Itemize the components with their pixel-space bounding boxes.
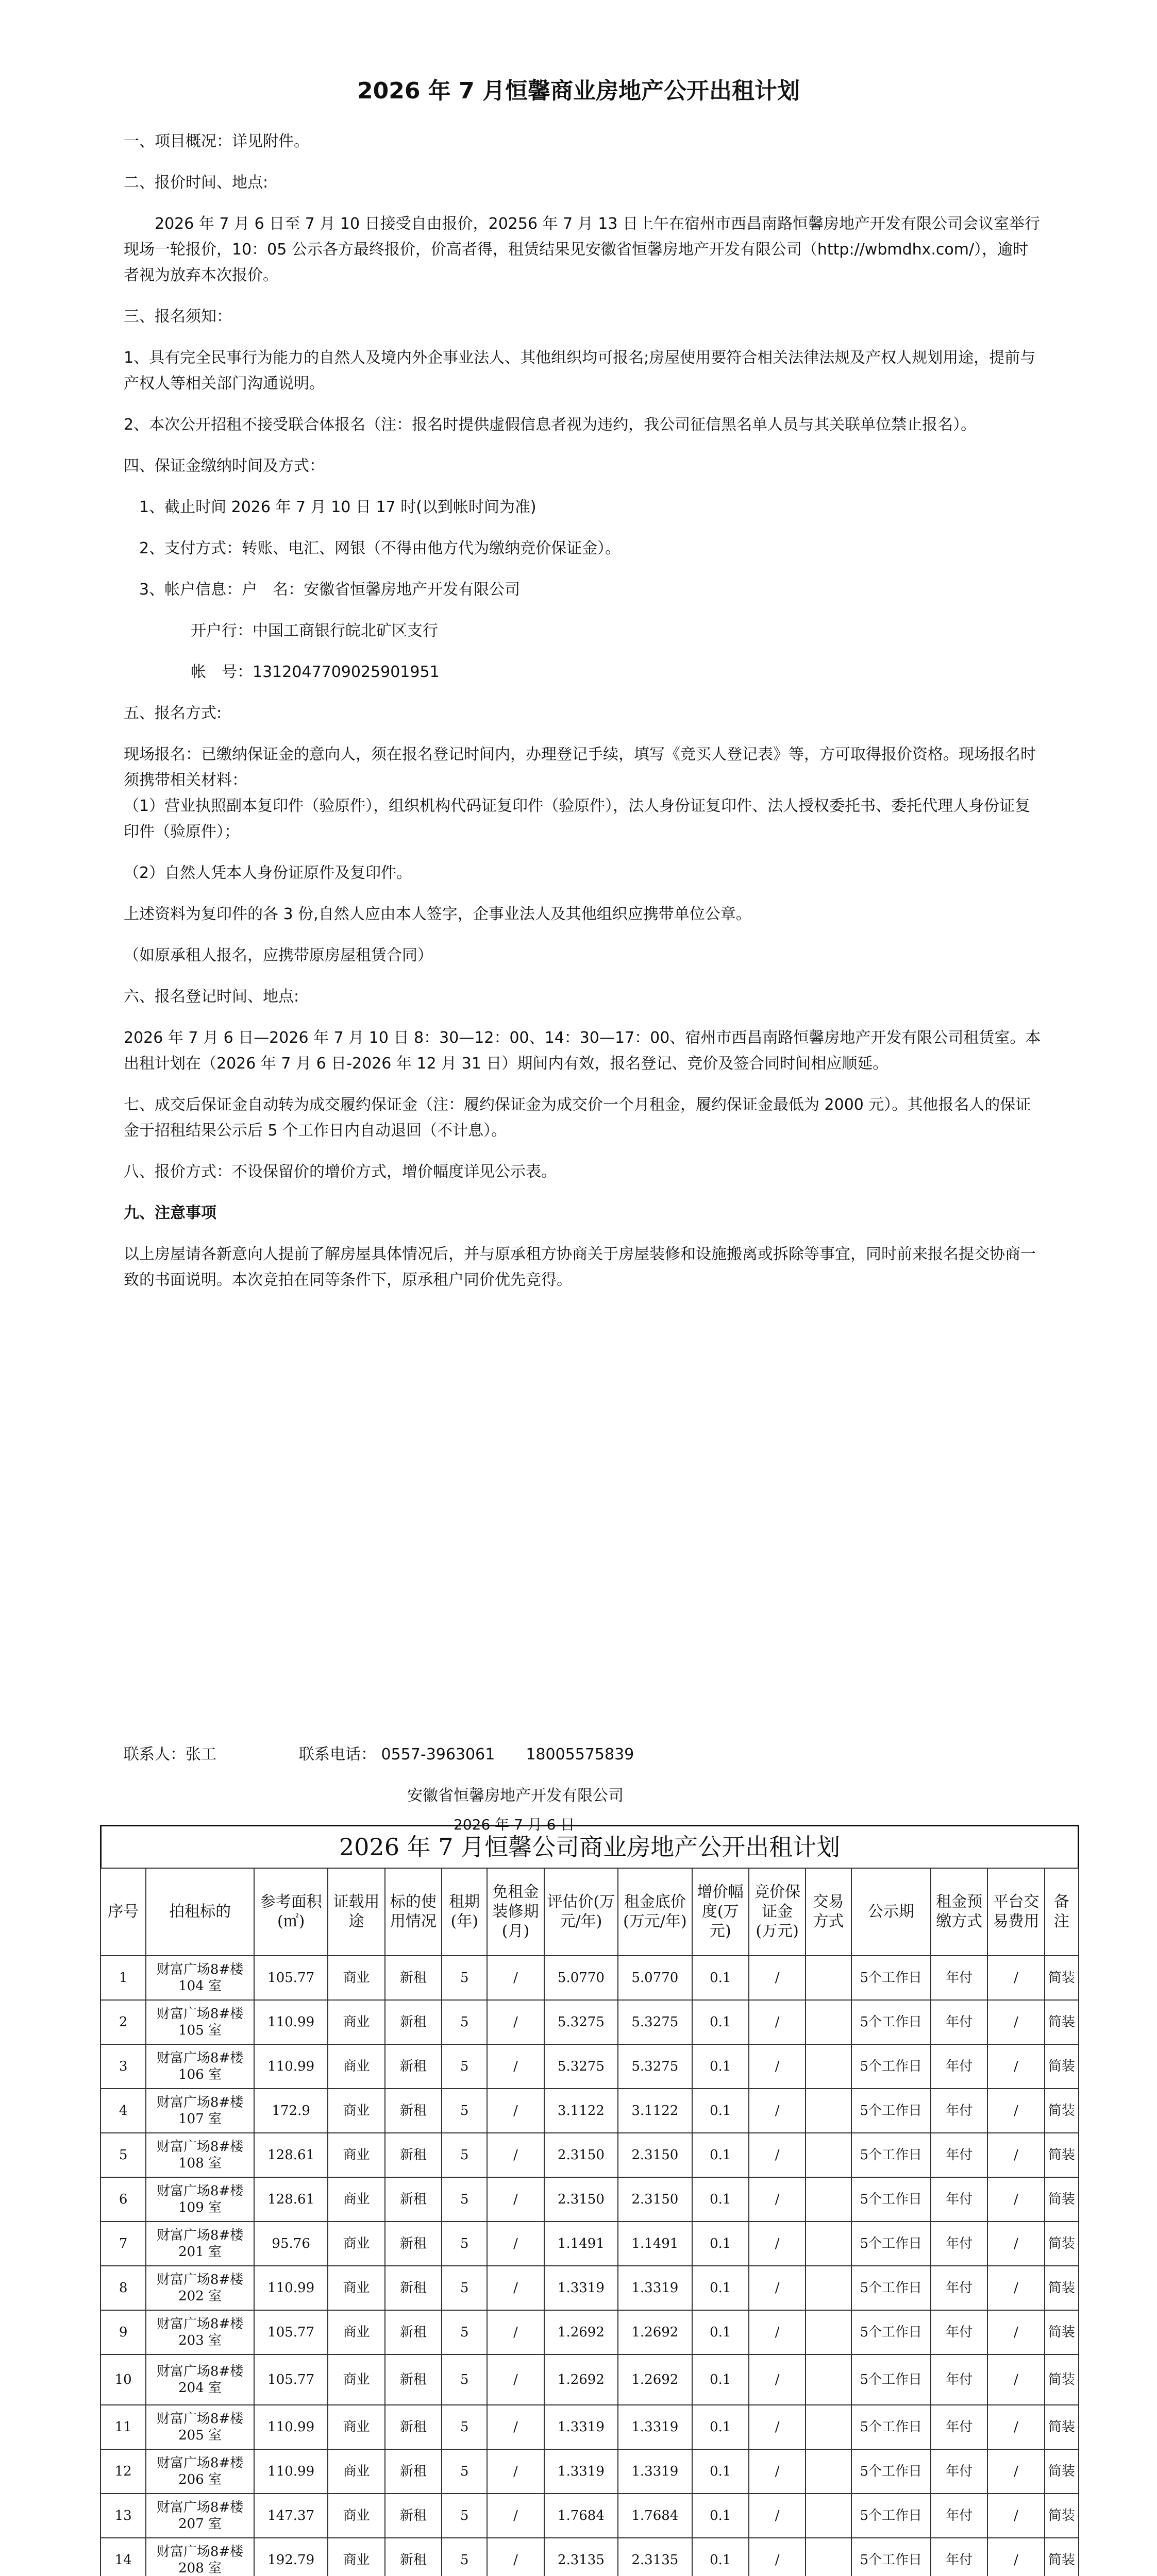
header-cell: 租期(年) — [442, 1868, 487, 1956]
table-cell: / — [987, 2538, 1044, 2576]
table-cell: 11 — [100, 2405, 146, 2449]
table-cell: 0.1 — [692, 2266, 749, 2310]
table-cell: 110.99 — [254, 2044, 328, 2089]
table-cell: 简装 — [1045, 2494, 1079, 2538]
table-cell: 新租 — [385, 2405, 442, 2449]
table-cell: 新租 — [385, 2266, 442, 2310]
header-cell: 平台交易费用 — [987, 1868, 1044, 1956]
table-cell: / — [987, 2133, 1044, 2177]
table-cell: / — [987, 2222, 1044, 2266]
section-9-text: 以上房屋请各新意向人提前了解房屋具体情况后，并与原承租方协商关于房屋装修和设施搬离或拆除等事宜，同时前来报名提交协商一致的书面说明。本次竞拍在同等条件下，原承租户同价优先竞得。 — [124, 1245, 1036, 1289]
table-cell: / — [749, 2044, 806, 2089]
table-cell — [806, 2133, 851, 2177]
table-cell: 新租 — [385, 2538, 442, 2576]
document-title: 2026 年 7 月恒馨商业房地产公开出租计划 — [357, 78, 800, 104]
section-5-note: （如原承租人报名，应携带原房屋租赁合同） — [124, 946, 433, 964]
table-cell: 0.1 — [692, 2222, 749, 2266]
table-cell: 年付 — [931, 2089, 987, 2133]
table-cell: / — [487, 2405, 544, 2449]
table-cell: 5.3275 — [544, 2044, 618, 2089]
table-cell: 128.61 — [254, 2133, 328, 2177]
bank-account: 帐 号：1312047709025901951 — [191, 663, 440, 681]
table-cell: 财富广场8#楼 202 室 — [146, 2266, 254, 2310]
table-cell: 1.3319 — [544, 2266, 618, 2310]
table-cell: 0.1 — [692, 2089, 749, 2133]
table-cell: 5 — [442, 2494, 487, 2538]
table-cell: 5个工作日 — [851, 2449, 931, 2494]
section-2-text: 2026 年 7 月 6 日至 7 月 10 日接受自由报价，20256 年 7 月 13 日上午在宿州市西昌南路恒馨房地产开发有限公司会议室举行现场一轮报价，10：05 公示各方最终报价，价高者得，租赁结果见安徽省恒馨房地产开发有限公司（http://wbmdhx.com/），逾时者视为放弃本次报价。 — [124, 215, 1040, 284]
contact-phone: 联系电话： 0557-3963061 18005575839 — [299, 1745, 634, 1764]
table-cell: 简装 — [1045, 2222, 1079, 2266]
table-cell: 110.99 — [254, 2449, 328, 2494]
table-cell: 财富广场8#楼 107 室 — [146, 2089, 254, 2133]
table-cell: / — [487, 1956, 544, 2000]
table-cell: 1.2692 — [544, 2354, 618, 2405]
table-cell: 简装 — [1045, 2354, 1079, 2405]
table-cell: 128.61 — [254, 2177, 328, 2222]
table-cell: 财富广场8#楼 207 室 — [146, 2494, 254, 2538]
table-cell: 105.77 — [254, 2310, 328, 2354]
section-4-item-1: 1、截止时间 2026 年 7 月 10 日 17 时(以到帐时间为准) — [139, 498, 536, 516]
table-cell — [806, 2177, 851, 2222]
table-cell: 年付 — [931, 2222, 987, 2266]
table-cell: 简装 — [1045, 2266, 1079, 2310]
table-cell: / — [987, 2177, 1044, 2222]
table-cell: 年付 — [931, 2266, 987, 2310]
table-cell: 5 — [442, 2449, 487, 2494]
header-cell: 免租金装修期(月) — [487, 1868, 544, 1956]
table-cell: 商业 — [328, 2222, 384, 2266]
table-cell: 商业 — [328, 2449, 384, 2494]
section-5-item-2: （2）自然人凭本人身份证原件及复印件。 — [124, 864, 412, 882]
table-row — [100, 2044, 1079, 2089]
table-cell: 财富广场8#楼 106 室 — [146, 2044, 254, 2089]
table-cell: / — [987, 2494, 1044, 2538]
table-cell — [806, 2449, 851, 2494]
table-cell — [806, 2089, 851, 2133]
table-cell: 财富广场8#楼 108 室 — [146, 2133, 254, 2177]
header-cell: 竞价保证金(万元) — [749, 1868, 806, 1956]
bank-name: 开户行：中国工商银行皖北矿区支行 — [191, 622, 438, 640]
section-5-text: 现场报名：已缴纳保证金的意向人，须在报名登记时间内，办理登记手续，填写《竞买人登记表》等，方可取得报价资格。现场报名时须携带相关材料： — [124, 745, 1036, 789]
section-3-heading: 三、报名须知： — [124, 308, 232, 326]
table-cell: 简装 — [1045, 2310, 1079, 2354]
table-cell: 13 — [100, 2494, 146, 2538]
table-cell: 1.2692 — [618, 2354, 692, 2405]
table-cell: 5 — [442, 2538, 487, 2576]
table-row — [100, 2354, 1079, 2405]
table-cell: 年付 — [931, 2449, 987, 2494]
signature-date: 2026 年 7 月 6 日 — [454, 1816, 575, 1833]
table-cell: 简装 — [1045, 2133, 1079, 2177]
table-cell: 商业 — [328, 2310, 384, 2354]
table-cell: / — [749, 2222, 806, 2266]
section-5-item-1: （1）营业执照副本复印件（验原件），组织机构代码证复印件（验原件），法人身份证复印件、法人授权委托书、委托代理人身份证复印件（验原件）； — [124, 797, 1031, 841]
table-cell: 5 — [100, 2133, 146, 2177]
section-3-item-2: 2、本次公开招租不接受联合体报名（注：报名时提供虚假信息者视为违约，我公司征信黑名单人员与其关联单位禁止报名）。 — [124, 416, 977, 434]
table-cell: 5 — [442, 2133, 487, 2177]
table-cell: 5个工作日 — [851, 2494, 931, 2538]
table-cell: 简装 — [1045, 2405, 1079, 2449]
table-cell: 商业 — [328, 2266, 384, 2310]
table-cell: 5 — [442, 1956, 487, 2000]
table-cell: 110.99 — [254, 2000, 328, 2044]
table-cell: 商业 — [328, 2044, 384, 2089]
table-cell: 12 — [100, 2449, 146, 2494]
table-cell: 新租 — [385, 1956, 442, 2000]
table-cell: 1 — [100, 1956, 146, 2000]
table-cell: 1.3319 — [618, 2405, 692, 2449]
table-cell: 1.3319 — [618, 2449, 692, 2494]
table-cell: 年付 — [931, 2354, 987, 2405]
table-cell: 年付 — [931, 2405, 987, 2449]
table-cell: 1.2692 — [544, 2310, 618, 2354]
table-row — [100, 2494, 1079, 2538]
section-4-heading: 四、保证金缴纳时间及方式： — [124, 457, 325, 475]
table-cell: 商业 — [328, 2354, 384, 2405]
table-cell: 5个工作日 — [851, 2089, 931, 2133]
table-cell — [806, 2538, 851, 2576]
table-cell: 0.1 — [692, 2310, 749, 2354]
table-cell: 财富广场8#楼 208 室 — [146, 2538, 254, 2576]
table-cell: 5 — [442, 2044, 487, 2089]
header-cell: 参考面积(㎡) — [254, 1868, 328, 1956]
rental-table-grid — [100, 1868, 1079, 2576]
table-cell: 0.1 — [692, 2133, 749, 2177]
table-cell: 年付 — [931, 2310, 987, 2354]
table-cell: 3.1122 — [618, 2089, 692, 2133]
table-cell: 10 — [100, 2354, 146, 2405]
table-cell: 财富广场8#楼 205 室 — [146, 2405, 254, 2449]
table-cell: 2.3150 — [618, 2177, 692, 2222]
table-cell: / — [987, 2310, 1044, 2354]
section-7-text: 七、成交后保证金自动转为成交履约保证金（注：履约保证金为成交价一个月租金，履约保证金最低为 2000 元）。其他报名人的保证金于招租结果公示后 5 个工作日内自动退回（不计息）。 — [124, 1096, 1031, 1140]
table-cell: 5个工作日 — [851, 2405, 931, 2449]
section-2-heading: 二、报价时间、地点: — [124, 174, 269, 192]
table-cell: 2.3150 — [544, 2177, 618, 2222]
table-cell: / — [487, 2177, 544, 2222]
table-cell: / — [749, 2538, 806, 2576]
table-cell: 5个工作日 — [851, 1956, 931, 2000]
table-cell: 年付 — [931, 2494, 987, 2538]
table-cell: 110.99 — [254, 2266, 328, 2310]
table-cell: 商业 — [328, 2177, 384, 2222]
table-cell: 105.77 — [254, 1956, 328, 2000]
table-cell: 0.1 — [692, 2354, 749, 2405]
table-cell: / — [987, 2405, 1044, 2449]
header-cell: 租金预缴方式 — [931, 1868, 987, 1956]
table-cell: 5.0770 — [618, 1956, 692, 2000]
header-cell: 拍租标的 — [146, 1868, 254, 1956]
table-cell: 5个工作日 — [851, 2000, 931, 2044]
table-cell: 5.3275 — [618, 2044, 692, 2089]
header-cell: 租金底价(万元/年) — [618, 1868, 692, 1956]
table-cell: 2.3150 — [618, 2133, 692, 2177]
table-cell: 9 — [100, 2310, 146, 2354]
table-cell: 3.1122 — [544, 2089, 618, 2133]
header-cell: 增价幅度(万元) — [692, 1868, 749, 1956]
table-cell: 1.1491 — [618, 2222, 692, 2266]
table-cell: 5.0770 — [544, 1956, 618, 2000]
section-6-text: 2026 年 7 月 6 日—2026 年 7 月 10 日 8：30—12：00、14：30—17：00、宿州市西昌南路恒馨房地产开发有限公司租赁室。本出租计划在（2026 年 7 月 6 日-2026 年 12 月 31 日）期间内有效，报名登记、竞价及签合同时间相应顺延。 — [124, 1029, 1041, 1073]
table-cell: 财富广场8#楼 203 室 — [146, 2310, 254, 2354]
signature-company: 安徽省恒馨房地产开发有限公司 — [407, 1787, 624, 1805]
section-1: 一、项目概况：详见附件。 — [124, 132, 309, 150]
table-cell: 商业 — [328, 2538, 384, 2576]
table-cell: 4 — [100, 2089, 146, 2133]
table-row — [100, 2000, 1079, 2044]
table-cell: / — [749, 2405, 806, 2449]
header-cell: 交易方式 — [806, 1868, 851, 1956]
table-cell: 商业 — [328, 2405, 384, 2449]
table-cell: / — [987, 2449, 1044, 2494]
table-cell: 新租 — [385, 2133, 442, 2177]
table-cell: 0.1 — [692, 1956, 749, 2000]
table-cell: 0.1 — [692, 2405, 749, 2449]
header-cell: 公示期 — [851, 1868, 931, 1956]
table-cell: 95.76 — [254, 2222, 328, 2266]
table-cell: 2.3150 — [544, 2133, 618, 2177]
table-cell: 商业 — [328, 1956, 384, 2000]
table-cell: 110.99 — [254, 2405, 328, 2449]
table-cell — [806, 2000, 851, 2044]
table-row — [100, 2133, 1079, 2177]
table-cell: 6 — [100, 2177, 146, 2222]
table-cell: 年付 — [931, 2133, 987, 2177]
table-cell: 172.9 — [254, 2089, 328, 2133]
table-cell: / — [487, 2222, 544, 2266]
table-cell: 8 — [100, 2266, 146, 2310]
table-cell — [806, 2354, 851, 2405]
table-cell: / — [749, 2133, 806, 2177]
table-cell: 年付 — [931, 2044, 987, 2089]
table-cell — [806, 2266, 851, 2310]
table-cell — [806, 2494, 851, 2538]
table-cell: 1.3319 — [544, 2405, 618, 2449]
table-cell: 商业 — [328, 2494, 384, 2538]
table-cell: / — [487, 2494, 544, 2538]
table-cell: / — [487, 2266, 544, 2310]
table-cell: 1.7684 — [544, 2494, 618, 2538]
section-8-text: 八、报价方式：不设保留价的增价方式，增价幅度详见公示表。 — [124, 1163, 557, 1181]
table-cell: 财富广场8#楼 201 室 — [146, 2222, 254, 2266]
table-cell: 5 — [442, 2089, 487, 2133]
table-cell: 年付 — [931, 1956, 987, 2000]
table-cell: 5.3275 — [618, 2000, 692, 2044]
table-cell: 年付 — [931, 2177, 987, 2222]
table-cell: / — [749, 2449, 806, 2494]
table-cell: 3 — [100, 2044, 146, 2089]
contact-person: 联系人：张工 — [124, 1745, 216, 1764]
table-cell: / — [987, 2354, 1044, 2405]
table-cell: 简装 — [1045, 2089, 1079, 2133]
table-cell: 新租 — [385, 2089, 442, 2133]
section-4-item-3: 3、帐户信息：户 名：安徽省恒馨房地产开发有限公司 — [139, 581, 521, 599]
table-cell: 1.2692 — [618, 2310, 692, 2354]
table-cell — [806, 2310, 851, 2354]
table-cell: 0.1 — [692, 2000, 749, 2044]
section-4-item-2: 2、支付方式：转账、电汇、网银（不得由他方代为缴纳竞价保证金）。 — [139, 539, 621, 557]
table-cell: / — [749, 2000, 806, 2044]
header-cell: 标的使用情况 — [385, 1868, 442, 1956]
table-cell: / — [987, 2000, 1044, 2044]
table-row — [100, 2449, 1079, 2494]
table-cell: / — [987, 2089, 1044, 2133]
table-cell: 新租 — [385, 2494, 442, 2538]
table-cell: 5个工作日 — [851, 2044, 931, 2089]
table-cell: 商业 — [328, 2089, 384, 2133]
section-9-heading: 九、注意事项 — [124, 1204, 216, 1222]
table-cell: / — [987, 1956, 1044, 2000]
table-cell: / — [487, 2354, 544, 2405]
table-cell: 简装 — [1045, 2538, 1079, 2576]
table-cell: 商业 — [328, 2133, 384, 2177]
table-cell: 5个工作日 — [851, 2177, 931, 2222]
table-cell: 5 — [442, 2177, 487, 2222]
header-cell: 证载用途 — [328, 1868, 384, 1956]
table-cell: 新租 — [385, 2044, 442, 2089]
table-cell: 0.1 — [692, 2538, 749, 2576]
table-header-row — [100, 1868, 1079, 1956]
table-cell: 0.1 — [692, 2449, 749, 2494]
table-cell: 105.77 — [254, 2354, 328, 2405]
table-cell: 2.3135 — [618, 2538, 692, 2576]
table-cell: 新租 — [385, 2310, 442, 2354]
table-row — [100, 1956, 1079, 2000]
table-cell: 财富广场8#楼 206 室 — [146, 2449, 254, 2494]
notice-body — [124, 129, 1041, 1293]
table-row — [100, 2089, 1079, 2133]
table-row — [100, 2405, 1079, 2449]
table-cell: 2.3135 — [544, 2538, 618, 2576]
section-6-heading: 六、报名登记时间、地点: — [124, 988, 299, 1006]
table-cell: / — [987, 2266, 1044, 2310]
table-cell: 5 — [442, 2310, 487, 2354]
rental-plan-table — [100, 1825, 1079, 2576]
table-cell: 5 — [442, 2266, 487, 2310]
table-cell: 新租 — [385, 2000, 442, 2044]
table-cell: / — [487, 2044, 544, 2089]
table-title: 2026 年 7 月恒馨公司商业房地产公开出租计划 — [100, 1825, 1079, 1868]
table-cell: / — [749, 2354, 806, 2405]
table-cell: 新租 — [385, 2354, 442, 2405]
section-3-item-1: 1、具有完全民事行为能力的自然人及境内外企事业法人、其他组织均可报名;房屋使用要符合相关法律法规及产权人规划用途，提前与产权人等相关部门沟通说明。 — [124, 349, 1036, 393]
table-cell: 年付 — [931, 2538, 987, 2576]
table-cell: 1.3319 — [544, 2449, 618, 2494]
table-cell: / — [487, 2133, 544, 2177]
header-cell: 序号 — [100, 1868, 146, 1956]
table-cell: / — [987, 2044, 1044, 2089]
table-cell: / — [487, 2538, 544, 2576]
table-cell: 5个工作日 — [851, 2310, 931, 2354]
table-cell — [806, 2405, 851, 2449]
table-cell: / — [749, 2494, 806, 2538]
table-cell: 0.1 — [692, 2177, 749, 2222]
table-cell: 简装 — [1045, 2177, 1079, 2222]
table-cell: 简装 — [1045, 1956, 1079, 2000]
table-cell: 5个工作日 — [851, 2266, 931, 2310]
table-cell: 简装 — [1045, 2449, 1079, 2494]
table-cell: 财富广场8#楼 109 室 — [146, 2177, 254, 2222]
table-cell: 5 — [442, 2000, 487, 2044]
table-cell: 财富广场8#楼 105 室 — [146, 2000, 254, 2044]
table-cell: 2 — [100, 2000, 146, 2044]
table-cell: 财富广场8#楼 104 室 — [146, 1956, 254, 2000]
table-cell: 5个工作日 — [851, 2538, 931, 2576]
table-cell — [806, 2222, 851, 2266]
table-row — [100, 2538, 1079, 2576]
table-cell: 新租 — [385, 2449, 442, 2494]
table-row — [100, 2222, 1079, 2266]
table-cell: 新租 — [385, 2222, 442, 2266]
table-cell: / — [749, 2310, 806, 2354]
table-cell: / — [749, 2177, 806, 2222]
table-cell: 商业 — [328, 2000, 384, 2044]
table-cell: 5个工作日 — [851, 2222, 931, 2266]
table-cell: 5.3275 — [544, 2000, 618, 2044]
table-cell: / — [487, 2089, 544, 2133]
table-cell: / — [749, 1956, 806, 2000]
table-cell: 7 — [100, 2222, 146, 2266]
table-cell: 5 — [442, 2405, 487, 2449]
table-cell: 0.1 — [692, 2494, 749, 2538]
table-cell: / — [749, 2089, 806, 2133]
header-cell: 评估价(万元/年) — [544, 1868, 618, 1956]
table-cell: 简装 — [1045, 2000, 1079, 2044]
table-cell: 14 — [100, 2538, 146, 2576]
table-cell: 0.1 — [692, 2044, 749, 2089]
table-cell: 1.1491 — [544, 2222, 618, 2266]
table-cell: 新租 — [385, 2177, 442, 2222]
table-cell: 5 — [442, 2222, 487, 2266]
table-row — [100, 2310, 1079, 2354]
table-cell: 1.3319 — [618, 2266, 692, 2310]
table-cell: 5 — [442, 2354, 487, 2405]
table-cell: 147.37 — [254, 2494, 328, 2538]
table-cell: 192.79 — [254, 2538, 328, 2576]
table-cell: 1.7684 — [618, 2494, 692, 2538]
table-cell: 年付 — [931, 2000, 987, 2044]
table-cell: 5个工作日 — [851, 2133, 931, 2177]
table-cell: / — [749, 2266, 806, 2310]
section-5-copies: 上述资料为复印件的各 3 份,自然人应由本人签字，企事业法人及其他组织应携带单位公章。 — [124, 905, 751, 923]
table-row — [100, 2177, 1079, 2222]
table-cell: 5个工作日 — [851, 2354, 931, 2405]
table-cell: / — [487, 2449, 544, 2494]
table-cell — [806, 1956, 851, 2000]
table-cell — [806, 2044, 851, 2089]
section-5-heading: 五、报名方式: — [124, 704, 222, 722]
header-cell: 备注 — [1045, 1868, 1079, 1956]
table-cell: / — [487, 2000, 544, 2044]
table-cell: 简装 — [1045, 2044, 1079, 2089]
table-row — [100, 2266, 1079, 2310]
table-cell: 财富广场8#楼 204 室 — [146, 2354, 254, 2405]
table-cell: / — [487, 2310, 544, 2354]
